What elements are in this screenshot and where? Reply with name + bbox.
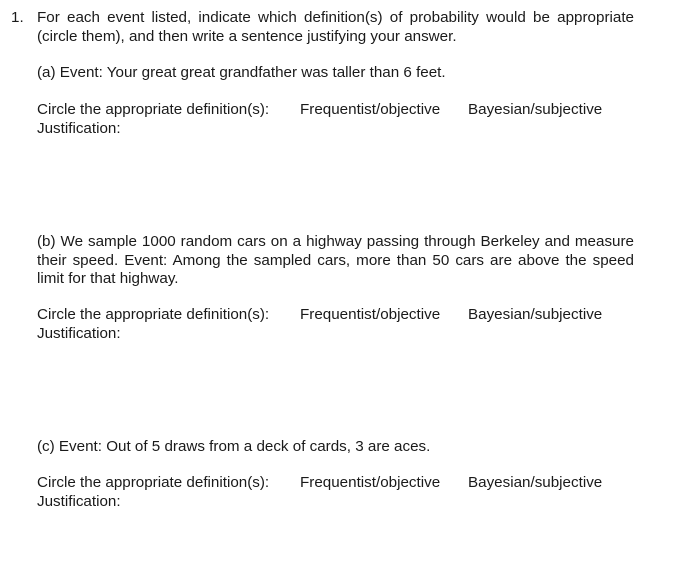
part-a-option-frequentist[interactable]: Frequentist/objective (300, 101, 441, 118)
part-a-justification-label: Justification: (37, 119, 121, 137)
part-c-answer-block (37, 474, 634, 511)
part-c-event-block (37, 438, 634, 457)
part-a-event-block (37, 64, 634, 83)
part-c-circle-line (37, 474, 634, 493)
part-b-event-block (37, 233, 634, 289)
part-c-option-frequentist[interactable]: Frequentist/objective (300, 474, 441, 491)
part-a-circle-line (37, 101, 634, 120)
part-b-answer-block (37, 306, 634, 343)
part-b-circle-prompt: Circle the appropriate definition(s): (37, 306, 270, 323)
part-b-option-frequentist[interactable]: Frequentist/objective (300, 306, 441, 323)
part-b-justification-label: Justification: (37, 324, 121, 342)
part-c-option-bayesian[interactable]: Bayesian/subjective (468, 474, 603, 491)
question-stem: For each event listed, indicate which definition(s) of probability would be appropriate (circle them), and then write a sentence justifying your answer. (37, 9, 634, 45)
part-b-event: (b) We sample 1000 random cars on a highway passing through Berkeley and measure their speed. Event: Among the sampled cars, more than 50 cars are above the speed limit for that highway. (37, 233, 634, 287)
part-b-circle-line (37, 306, 634, 325)
part-b-option-bayesian[interactable]: Bayesian/subjective (468, 306, 603, 323)
part-a-option-bayesian[interactable]: Bayesian/subjective (468, 101, 603, 118)
part-a-event: (a) Event: Your great great grandfather was taller than 6 feet. (37, 64, 446, 81)
part-c-justification-label: Justification: (37, 492, 121, 510)
part-a-answer-block (37, 101, 634, 138)
part-c-event: (c) Event: Out of 5 draws from a deck of cards, 3 are aces. (37, 438, 431, 455)
part-a-circle-prompt: Circle the appropriate definition(s): (37, 101, 270, 118)
part-c-circle-prompt: Circle the appropriate definition(s): (37, 474, 270, 491)
question-number: 1. (11, 9, 24, 26)
